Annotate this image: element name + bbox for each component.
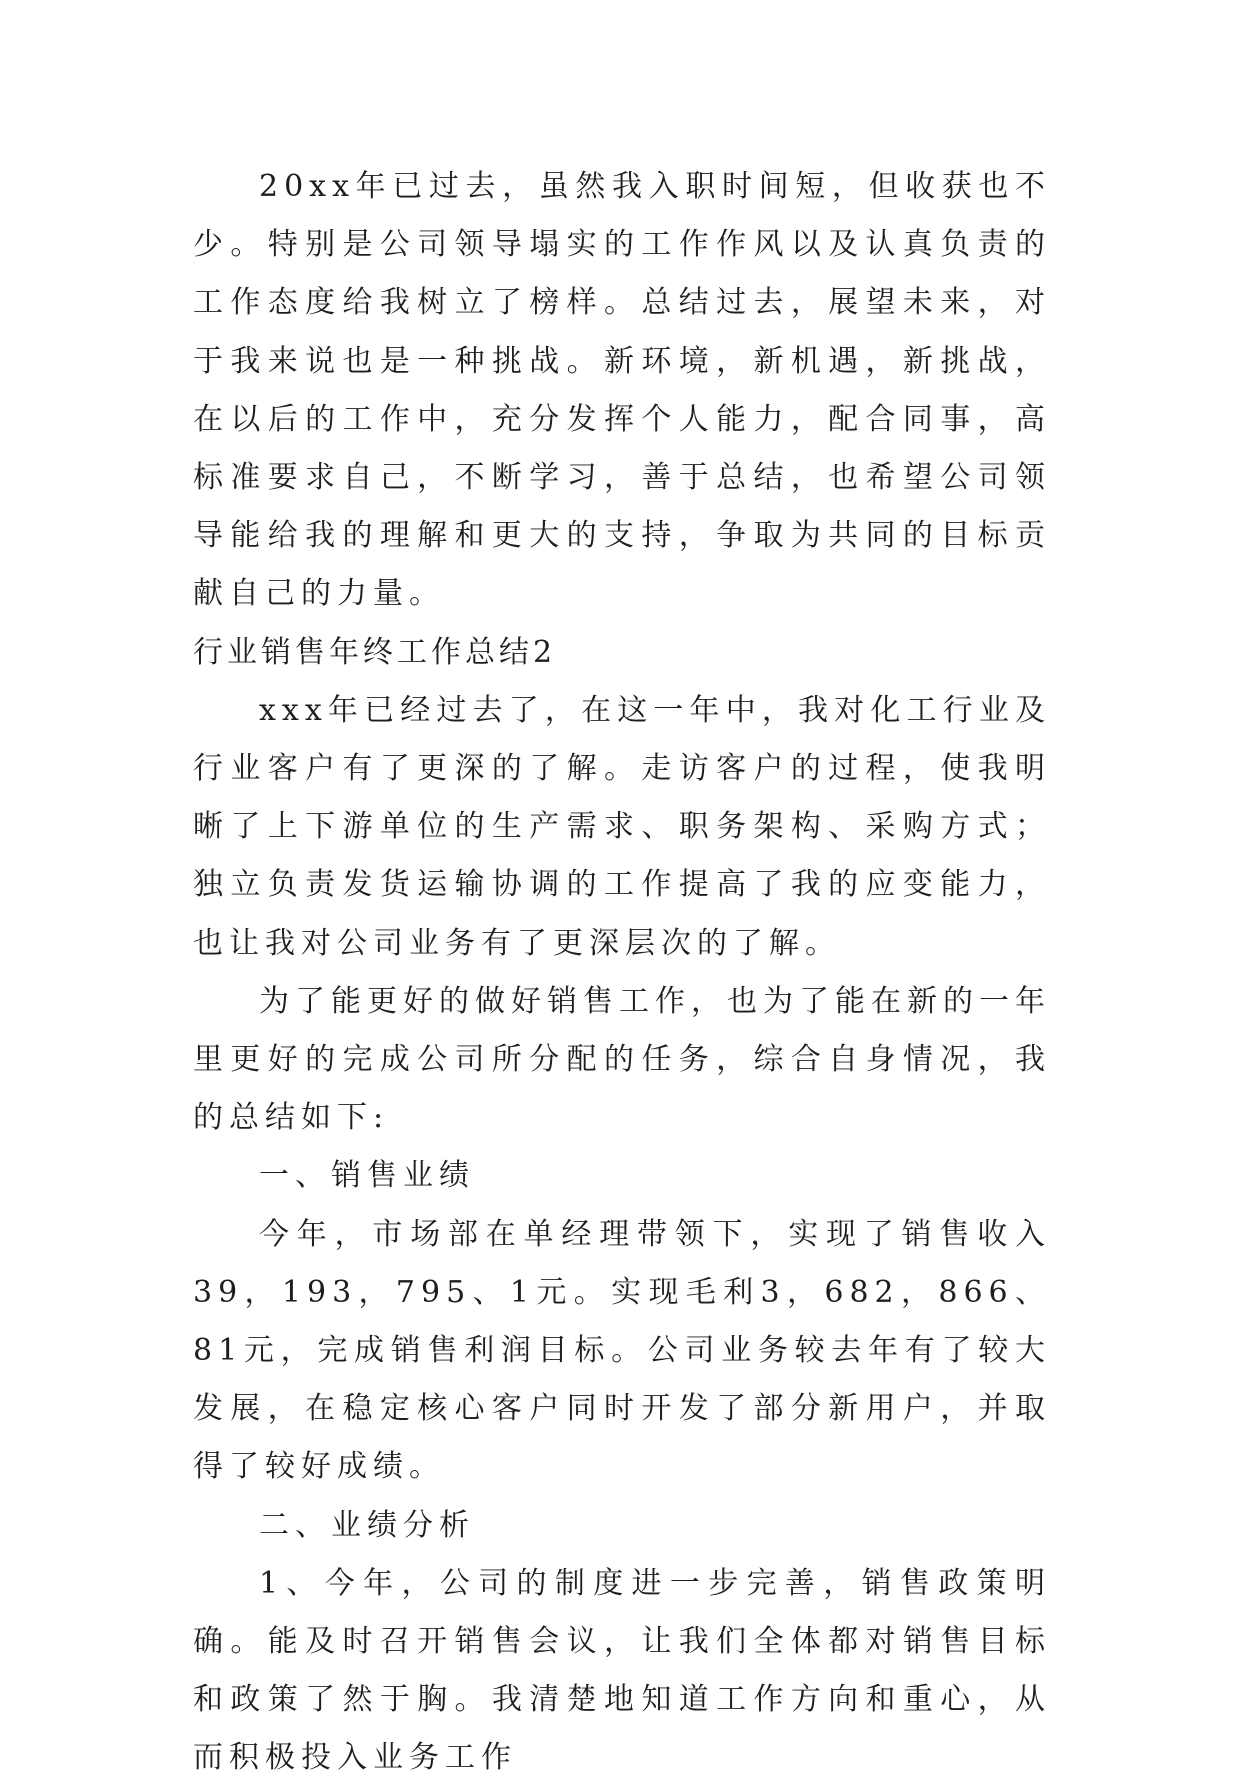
paragraph-summary: xxx年已经过去了，在这一年中，我对化工行业及行业客户有了更深的了解。走访客户的过程，使我明晰了上下游单位的生产需求、职务架构、采购方式；独立负责发货运输协调的工作提高了我的应变能力，也让我对公司业务有了更深层次的了解。 [193,692,1051,961]
document-body [193,158,1051,1788]
section-heading-title: 行业销售年终工作总结2 [193,634,557,670]
paragraph-purpose: 为了能更好的做好销售工作，也为了能在新的一年里更好的完成公司所分配的任务，综合自身情况，我的总结如下: [193,983,1051,1136]
paragraph-sales-results: 今年，市场部在单经理带领下，实现了销售收入39，193，795、1元。实现毛利3，682，866、81元，完成销售利润目标。公司业务较去年有了较大发展，在稳定核心客户同时开发了部分新用户，并取得了较好成绩。 [193,1216,1051,1485]
paragraph-analysis-1: 1、今年，公司的制度进一步完善，销售政策明确。能及时召开销售会议，让我们全体都对销售目标和政策了然于胸。我清楚地知道工作方向和重心，从而积极投入业务工作 [193,1565,1051,1776]
section-heading-sales: 一、销售业绩 [259,1158,475,1194]
paragraph-intro: 20xx年已过去，虽然我入职时间短，但收获也不少。特别是公司领导塌实的工作作风以及认真负责的工作态度给我树立了榜样。总结过去，展望未来，对于我来说也是一种挑战。新环境，新机遇，新挑战，在以后的工作中，充分发挥个人能力，配合同事，高标准要求自己，不断学习，善于总结，也希望公司领导能给我的理解和更大的支持，争取为共同的目标贡献自己的力量。 [193,169,1051,612]
section-heading-analysis: 二、业绩分析 [259,1507,475,1543]
